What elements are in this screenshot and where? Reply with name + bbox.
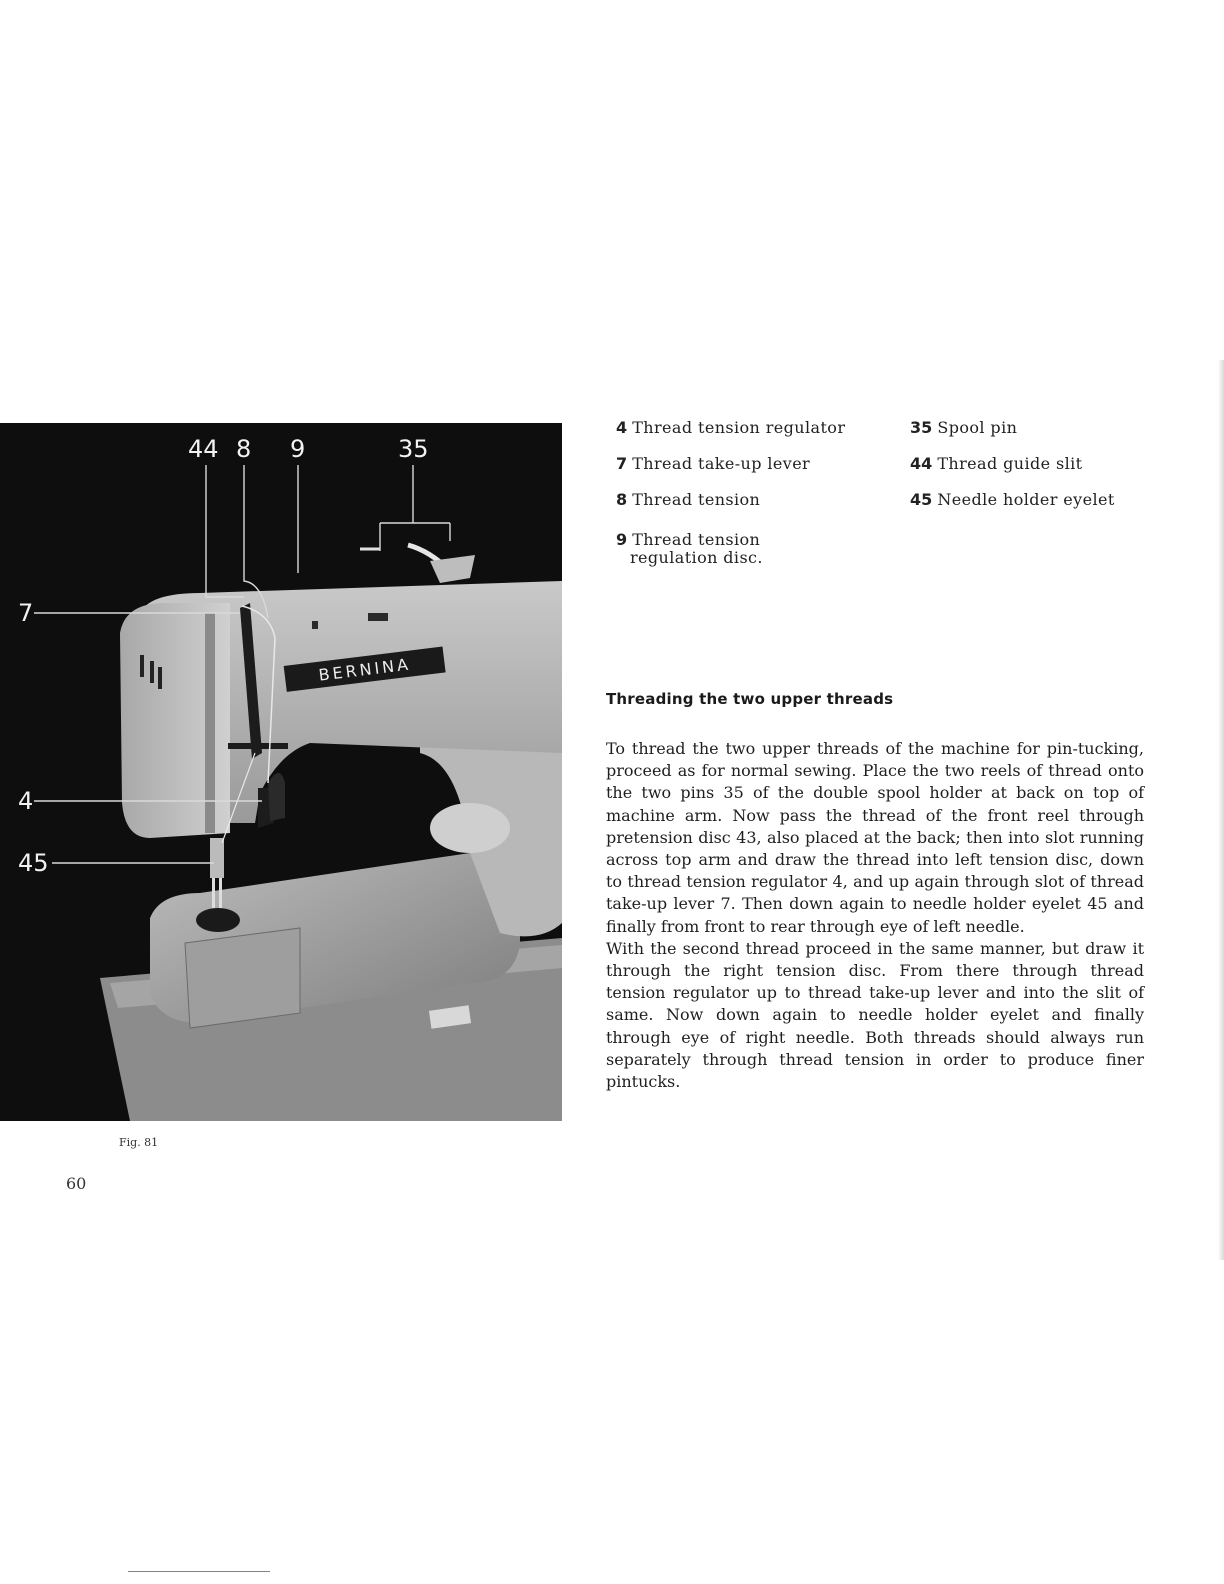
- figure-caption: Fig. 81: [119, 1136, 159, 1149]
- legend-number: 35: [910, 418, 933, 437]
- section-body: [606, 738, 1144, 1093]
- legend-item-9: [616, 531, 763, 568]
- legend-number: 7: [616, 454, 628, 473]
- legend-label: Spool pin: [937, 418, 1018, 437]
- callout-35: 35: [398, 435, 429, 463]
- section-heading: Threading the two upper threads: [606, 690, 894, 708]
- callout-9: 9: [290, 435, 306, 463]
- legend-item-35: [910, 419, 1017, 437]
- legend-item-45: [910, 491, 1115, 509]
- page-number: 60: [66, 1174, 87, 1193]
- paragraph-1: To thread the two upper threads of the machine for pin-tucking, proceed as for normal sewing. Place the two reels of thread onto the two pins 35 of the double spool holder at back on top of machine arm. Now pass the thread of the front reel through pretension disc 43, also placed at the back; then into slot running across top arm and draw the thread into left tension disc, down to thread tension regulator 4, and up again through slot of thread take-up lever 7. Then down again to needle holder eyelet 45 and finally from front to rear through eye of left needle.: [606, 739, 1144, 936]
- paragraph-2: With the second thread proceed in the same manner, but draw it through the right tension disc. From there through thread tension regulator up to thread take-up lever and into the slit of same. Now down again to needle holder eyelet and finally through eye of right needle. Both threads should always run separately through thread tension in order to produce finer pintucks.: [606, 938, 1144, 1092]
- legend-label: Needle holder eyelet: [937, 490, 1115, 509]
- legend-number: 4: [616, 418, 628, 437]
- legend-number: 8: [616, 490, 628, 509]
- brand-label: BERNINA: [317, 654, 412, 685]
- legend-number: 45: [910, 490, 933, 509]
- callout-7: 7: [18, 599, 34, 627]
- legend-item-44: [910, 455, 1082, 473]
- legend-number: 9: [616, 530, 628, 549]
- legend-label: Thread tension: [632, 530, 761, 549]
- legend-label: Thread tension: [632, 490, 761, 509]
- sewing-machine-photo: [0, 423, 562, 1121]
- legend-item-8: [616, 491, 760, 509]
- legend-number: 44: [910, 454, 933, 473]
- legend-label: Thread guide slit: [937, 454, 1083, 473]
- page-edge-shadow: [1218, 360, 1224, 1260]
- sewing-machine-illustration: [0, 423, 562, 1121]
- callout-8: 8: [236, 435, 252, 463]
- bottom-rule: [128, 1571, 270, 1572]
- callout-4: 4: [18, 787, 34, 815]
- legend-label: Thread take-up lever: [632, 454, 811, 473]
- callout-44: 44: [188, 435, 219, 463]
- legend-item-7: [616, 455, 810, 473]
- legend-item-4: [616, 419, 845, 437]
- callout-45: 45: [18, 849, 49, 877]
- legend-label: Thread tension regulator: [632, 418, 846, 437]
- legend-label-continued: regulation disc.: [630, 548, 763, 568]
